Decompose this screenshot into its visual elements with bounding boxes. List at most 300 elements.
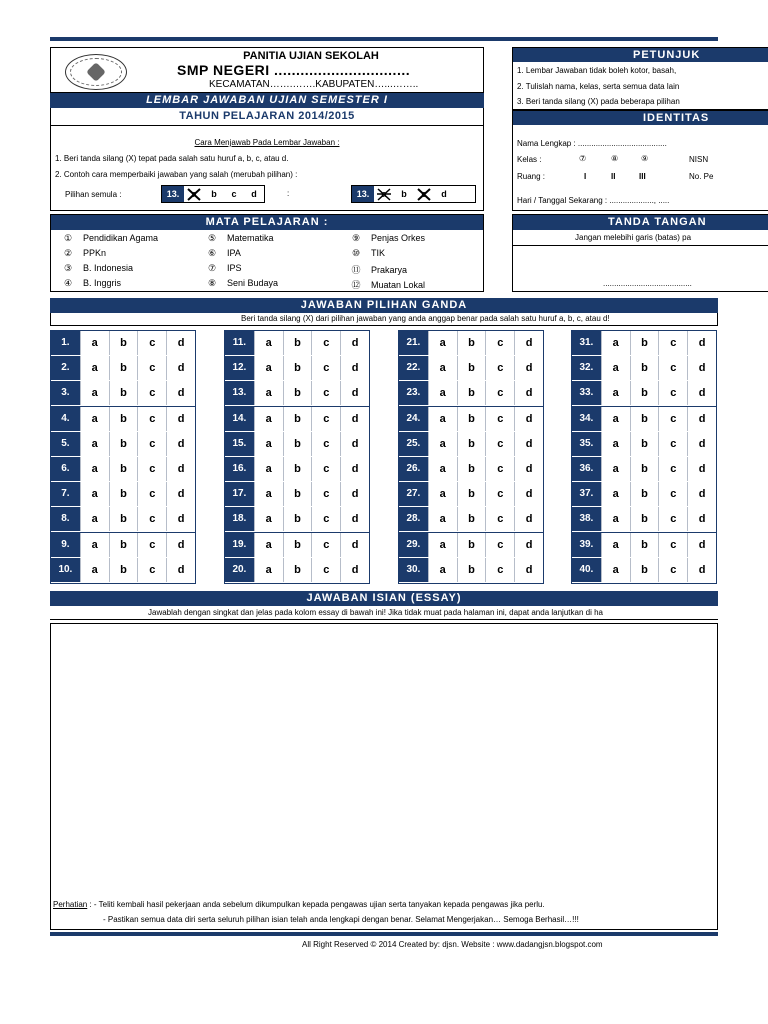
answer-option-d[interactable]: d — [166, 381, 195, 405]
answer-option-a[interactable]: a — [428, 533, 457, 557]
multiple-choice-title: JAWABAN PILIHAN GANDA — [50, 298, 718, 313]
answer-option-a[interactable]: a — [428, 407, 457, 431]
answer-option-a[interactable]: a — [601, 356, 630, 380]
answer-option-d[interactable]: d — [340, 356, 369, 380]
subject-name: Muatan Lokal — [371, 280, 426, 290]
answer-option-a[interactable]: a — [601, 432, 630, 456]
answer-option-c[interactable]: c — [311, 482, 340, 506]
answer-row — [225, 407, 369, 432]
answer-option-c[interactable]: c — [485, 381, 514, 405]
answer-row — [225, 331, 369, 356]
question-number: 17. — [225, 482, 254, 506]
subject-name: Penjas Orkes — [371, 233, 426, 243]
answer-option-a[interactable]: a — [254, 356, 283, 380]
answer-option-c[interactable]: c — [137, 407, 166, 431]
answer-option-c[interactable]: c — [658, 457, 687, 481]
answer-option-a[interactable]: a — [601, 381, 630, 405]
answer-row — [399, 482, 543, 507]
answer-option-a[interactable]: a — [254, 533, 283, 557]
answer-option-a[interactable]: a — [428, 482, 457, 506]
answer-option-b[interactable]: b — [109, 558, 138, 582]
answer-option-b[interactable]: b — [283, 482, 312, 506]
school-header-box — [50, 47, 484, 93]
signature-note: Jangan melebihi garis (batas) pa — [575, 233, 692, 242]
answer-option-d[interactable]: d — [166, 457, 195, 481]
answer-option-c[interactable]: c — [485, 407, 514, 431]
bottom-border-stripe — [50, 932, 718, 936]
answer-option-b[interactable]: b — [109, 457, 138, 481]
initial-choice-label: Pilihan semula : — [65, 190, 122, 199]
answer-option-c[interactable]: c — [658, 331, 687, 355]
identity-title: IDENTITAS — [513, 111, 768, 125]
answer-option-b[interactable]: b — [457, 457, 486, 481]
answer-option-a[interactable]: a — [254, 331, 283, 355]
committee-title: PANITIA UJIAN SEKOLAH — [243, 50, 379, 62]
answer-column — [50, 330, 196, 584]
answer-option-b[interactable]: b — [457, 381, 486, 405]
answer-option-c[interactable]: c — [658, 432, 687, 456]
answer-option-a[interactable]: a — [80, 356, 109, 380]
answer-option-c[interactable]: c — [311, 407, 340, 431]
example-option-b: b — [211, 189, 217, 199]
answer-option-b[interactable]: b — [109, 507, 138, 531]
answer-row — [572, 482, 716, 507]
room-field-label: Ruang : — [517, 172, 546, 181]
answer-option-b[interactable]: b — [109, 381, 138, 405]
answer-option-a[interactable]: a — [601, 457, 630, 481]
answer-option-a[interactable]: a — [428, 507, 457, 531]
answer-option-b[interactable]: b — [109, 356, 138, 380]
answer-row — [572, 558, 716, 583]
answer-option-c[interactable]: c — [485, 533, 514, 557]
answer-option-a[interactable]: a — [254, 457, 283, 481]
subject-item — [349, 263, 407, 276]
answer-option-a[interactable]: a — [601, 407, 630, 431]
class-option-7: ⑦ — [579, 154, 587, 163]
top-border-stripe — [50, 37, 718, 41]
answer-option-d[interactable]: d — [166, 533, 195, 557]
answer-option-a[interactable]: a — [601, 507, 630, 531]
question-number: 27. — [399, 482, 428, 506]
question-number: 1. — [51, 331, 80, 355]
answer-option-d[interactable]: d — [340, 482, 369, 506]
cancelled-cross-icon — [376, 187, 392, 202]
subject-number-icon: ④ — [63, 278, 73, 288]
answer-option-b[interactable]: b — [283, 331, 312, 355]
subject-number-icon: ⑧ — [207, 278, 217, 288]
question-number: 18. — [225, 507, 254, 531]
subject-item — [205, 278, 278, 289]
answer-option-c[interactable]: c — [137, 457, 166, 481]
answer-option-c[interactable]: c — [137, 482, 166, 506]
subject-item — [61, 233, 158, 244]
school-name: SMP NEGERI ............................... — [177, 62, 411, 78]
answer-option-c[interactable]: c — [485, 331, 514, 355]
answer-option-d[interactable]: d — [514, 407, 543, 431]
howto-title: Cara Menjawab Pada Lembar Jawaban : — [194, 138, 340, 147]
answer-option-d[interactable]: d — [514, 482, 543, 506]
multiple-choice-instruction: Beri tanda silang (X) dari pilihan jawaban yang anda anggap benar pada salah satu huruf a, b, c, atau d! — [50, 313, 718, 326]
answer-row — [399, 533, 543, 558]
year-title: TAHUN PELAJARAN 2014/2015 — [179, 110, 355, 122]
answer-option-c[interactable]: c — [658, 507, 687, 531]
answer-option-d[interactable]: d — [340, 407, 369, 431]
answer-column — [398, 330, 544, 584]
answer-option-b[interactable]: b — [630, 558, 659, 582]
answer-column — [224, 330, 370, 584]
answer-option-a[interactable]: a — [601, 331, 630, 355]
subject-name: Prakarya — [371, 265, 408, 275]
subject-item — [349, 278, 425, 291]
example-colon: : — [287, 189, 290, 198]
answer-option-b[interactable]: b — [109, 533, 138, 557]
answer-option-d[interactable]: d — [166, 482, 195, 506]
answer-row — [225, 533, 369, 558]
answer-option-c[interactable]: c — [137, 558, 166, 582]
answer-option-d[interactable]: d — [166, 507, 195, 531]
question-number: 31. — [572, 331, 601, 355]
answer-row — [51, 457, 195, 482]
answer-option-d[interactable]: d — [166, 432, 195, 456]
answer-option-c[interactable]: c — [485, 507, 514, 531]
instructions-title: PETUNJUK — [513, 48, 768, 62]
answer-row — [572, 533, 716, 558]
example-number: 13. — [162, 186, 184, 202]
answer-option-a[interactable]: a — [428, 558, 457, 582]
answer-option-b[interactable]: b — [630, 407, 659, 431]
example-number: 13. — [352, 186, 374, 202]
answer-row — [225, 432, 369, 457]
question-number: 22. — [399, 356, 428, 380]
answer-option-d[interactable]: d — [340, 331, 369, 355]
answer-option-a[interactable]: a — [80, 457, 109, 481]
answer-option-d[interactable]: d — [514, 331, 543, 355]
answer-option-b[interactable]: b — [283, 558, 312, 582]
signature-title: TANDA TANGAN — [513, 215, 768, 230]
subject-number-icon: ⑪ — [351, 265, 361, 275]
answer-row — [572, 331, 716, 356]
answer-option-d[interactable]: d — [514, 381, 543, 405]
answer-option-d[interactable]: d — [340, 507, 369, 531]
question-number: 11. — [225, 331, 254, 355]
answer-option-b[interactable]: b — [630, 432, 659, 456]
answer-row — [51, 407, 195, 432]
answer-option-a[interactable]: a — [80, 432, 109, 456]
answer-row — [51, 331, 195, 356]
answer-option-d[interactable]: d — [514, 558, 543, 582]
subject-number-icon: ⑤ — [207, 233, 217, 243]
answer-row — [399, 331, 543, 356]
answer-option-b[interactable]: b — [457, 533, 486, 557]
question-number: 19. — [225, 533, 254, 557]
answer-option-c[interactable]: c — [658, 533, 687, 557]
question-number: 30. — [399, 558, 428, 582]
answer-option-c[interactable]: c — [311, 457, 340, 481]
answer-option-b[interactable]: b — [630, 356, 659, 380]
answer-option-b[interactable]: b — [283, 457, 312, 481]
instructions-panel — [512, 47, 768, 110]
answer-option-c[interactable]: c — [137, 432, 166, 456]
essay-title: JAWABAN ISIAN (ESSAY) — [50, 591, 718, 606]
answer-option-b[interactable]: b — [283, 381, 312, 405]
answer-option-c[interactable]: c — [311, 432, 340, 456]
answer-option-a[interactable]: a — [254, 432, 283, 456]
answer-option-a[interactable]: a — [601, 482, 630, 506]
example-option-c-crossed — [414, 186, 434, 202]
answer-row — [572, 432, 716, 457]
answer-option-d[interactable]: d — [514, 533, 543, 557]
answer-option-c[interactable]: c — [658, 356, 687, 380]
answer-option-c[interactable]: c — [311, 558, 340, 582]
answer-row — [399, 558, 543, 583]
answer-option-a[interactable]: a — [428, 381, 457, 405]
answer-option-c[interactable]: c — [311, 356, 340, 380]
howto-line2: 2. Contoh cara memperbaiki jawaban yang salah (merubah pilihan) : — [55, 170, 298, 179]
subject-name: B. Inggris — [83, 278, 122, 288]
subject-number-icon: ⑨ — [351, 233, 361, 243]
answer-row — [399, 356, 543, 381]
example-option-d: d — [441, 189, 447, 199]
answer-option-d[interactable]: d — [687, 558, 716, 582]
answer-option-a[interactable]: a — [428, 432, 457, 456]
answer-option-b[interactable]: b — [283, 407, 312, 431]
answer-option-b[interactable]: b — [109, 407, 138, 431]
subject-item — [205, 263, 242, 274]
question-number: 2. — [51, 356, 80, 380]
answer-option-b[interactable]: b — [457, 356, 486, 380]
instruction-item-2: 2. Tulislah nama, kelas, serta semua data lain — [517, 82, 680, 91]
answer-option-c[interactable]: c — [311, 331, 340, 355]
answer-option-b[interactable]: b — [109, 432, 138, 456]
answer-option-b[interactable]: b — [630, 331, 659, 355]
answer-option-d[interactable]: d — [687, 381, 716, 405]
answer-option-a[interactable]: a — [428, 457, 457, 481]
subject-number-icon: ⑫ — [351, 280, 361, 290]
answer-row — [399, 432, 543, 457]
answer-option-a[interactable]: a — [254, 558, 283, 582]
question-number: 25. — [399, 432, 428, 456]
notes-box — [50, 898, 718, 930]
subjects-panel — [50, 214, 484, 292]
answer-option-b[interactable]: b — [630, 482, 659, 506]
question-number: 29. — [399, 533, 428, 557]
answer-option-a[interactable]: a — [254, 507, 283, 531]
answer-option-d[interactable]: d — [687, 533, 716, 557]
answer-row — [225, 381, 369, 406]
question-number: 21. — [399, 331, 428, 355]
nisn-label: NISN — [689, 155, 709, 164]
answer-option-d[interactable]: d — [514, 457, 543, 481]
answer-option-c[interactable]: c — [485, 558, 514, 582]
subject-number-icon: ① — [63, 233, 73, 243]
question-number: 7. — [51, 482, 80, 506]
answer-option-c[interactable]: c — [658, 407, 687, 431]
question-number: 14. — [225, 407, 254, 431]
answer-option-b[interactable]: b — [630, 457, 659, 481]
answer-option-a[interactable]: a — [601, 558, 630, 582]
class-option-8: ⑧ — [611, 154, 619, 163]
answer-row — [572, 407, 716, 432]
answer-option-d[interactable]: d — [166, 356, 195, 380]
question-number: 35. — [572, 432, 601, 456]
answer-option-c[interactable]: c — [658, 482, 687, 506]
answer-option-b[interactable]: b — [283, 432, 312, 456]
answer-option-c[interactable]: c — [137, 381, 166, 405]
answer-option-a[interactable]: a — [254, 381, 283, 405]
answer-option-a[interactable]: a — [428, 356, 457, 380]
signature-panel — [512, 214, 768, 292]
answer-option-a[interactable]: a — [80, 331, 109, 355]
question-number: 24. — [399, 407, 428, 431]
answer-option-c[interactable]: c — [311, 507, 340, 531]
answer-row — [572, 381, 716, 406]
answer-option-c[interactable]: c — [485, 457, 514, 481]
example-option-d: d — [251, 189, 257, 199]
identity-panel — [512, 110, 768, 211]
answer-option-a[interactable]: a — [254, 482, 283, 506]
answer-option-b[interactable]: b — [457, 507, 486, 531]
answer-row — [225, 507, 369, 532]
answer-option-b[interactable]: b — [630, 507, 659, 531]
subject-name: Matematika — [227, 233, 274, 243]
answer-column — [571, 330, 717, 584]
notes-line-2: - Pastikan semua data diri serta seluruh pilihan isian telah anda lengkapi dengan benar. Selamat Mengerjakan… Semoga Berhasil…!!! — [103, 915, 579, 924]
answer-option-a[interactable]: a — [601, 533, 630, 557]
answer-option-c[interactable]: c — [137, 331, 166, 355]
question-number: 34. — [572, 407, 601, 431]
answer-row — [51, 533, 195, 558]
answer-row — [399, 507, 543, 532]
question-number: 8. — [51, 507, 80, 531]
subject-item — [61, 263, 133, 274]
answer-row — [572, 356, 716, 381]
howto-box — [50, 126, 484, 211]
question-number: 5. — [51, 432, 80, 456]
question-number: 9. — [51, 533, 80, 557]
answer-option-c[interactable]: c — [137, 356, 166, 380]
subject-name: IPS — [227, 263, 242, 273]
answer-option-b[interactable]: b — [457, 482, 486, 506]
question-number: 37. — [572, 482, 601, 506]
room-option-1: I — [584, 172, 587, 181]
answer-row — [225, 356, 369, 381]
question-number: 26. — [399, 457, 428, 481]
answer-option-d[interactable]: d — [340, 558, 369, 582]
answer-option-a[interactable]: a — [80, 558, 109, 582]
notes-text-1: : - Teliti kembali hasil pekerjaan anda sebelum dikumpulkan kepada pengawas ujian serta tanyakan kepada pengawas jika perlu. — [87, 900, 545, 909]
answer-row — [51, 558, 195, 583]
answer-option-d[interactable]: d — [687, 457, 716, 481]
answer-option-b[interactable]: b — [283, 533, 312, 557]
answer-row — [399, 407, 543, 432]
room-option-2: II — [611, 172, 616, 181]
answer-option-c[interactable]: c — [137, 507, 166, 531]
answer-row — [51, 482, 195, 507]
subject-name: PPKn — [83, 248, 107, 258]
answer-option-a[interactable]: a — [80, 507, 109, 531]
answer-option-b[interactable]: b — [109, 482, 138, 506]
answer-option-d[interactable]: d — [340, 457, 369, 481]
answer-option-d[interactable]: d — [514, 432, 543, 456]
answer-option-c[interactable]: c — [137, 533, 166, 557]
answer-option-d[interactable]: d — [687, 331, 716, 355]
answer-option-d[interactable]: d — [340, 432, 369, 456]
instruction-item-1: 1. Lembar Jawaban tidak boleh kotor, basah, — [517, 66, 677, 75]
answer-option-b[interactable]: b — [457, 331, 486, 355]
subject-name: Seni Budaya — [227, 278, 279, 288]
sheet-title-bar: LEMBAR JAWABAN UJIAN SEMESTER I — [50, 93, 484, 108]
school-location: KECAMATAN…….…….KABUPATEN…...…….. — [209, 79, 419, 90]
answer-option-d[interactable]: d — [514, 356, 543, 380]
answer-option-b[interactable]: b — [457, 558, 486, 582]
example-option-a-crossed — [184, 186, 204, 202]
answer-option-d[interactable]: d — [687, 482, 716, 506]
answer-row — [572, 457, 716, 482]
subject-name: B. Indonesia — [83, 263, 134, 273]
answer-option-d[interactable]: d — [687, 407, 716, 431]
subject-name: TIK — [371, 248, 386, 258]
question-number: 6. — [51, 457, 80, 481]
answer-option-a[interactable]: a — [254, 407, 283, 431]
answer-option-a[interactable]: a — [80, 407, 109, 431]
name-field-label: Nama Lengkap : ........................................ — [517, 139, 667, 148]
answer-option-c[interactable]: c — [485, 432, 514, 456]
answer-option-c[interactable]: c — [485, 482, 514, 506]
answer-option-c[interactable]: c — [658, 558, 687, 582]
answer-option-a[interactable]: a — [80, 482, 109, 506]
essay-instruction: Jawablah dengan singkat dan jelas pada kolom essay di bawah ini! Jika tidak muat pada halaman ini, dapat anda lanjutkan di ha — [50, 606, 718, 620]
essay-answer-area[interactable] — [50, 623, 718, 898]
answer-option-c[interactable]: c — [485, 356, 514, 380]
answer-option-a[interactable]: a — [80, 381, 109, 405]
subject-number-icon: ② — [63, 248, 73, 258]
answer-option-a[interactable]: a — [428, 331, 457, 355]
subject-name: Pendidikan Agama — [83, 233, 159, 243]
question-number: 15. — [225, 432, 254, 456]
answer-option-b[interactable]: b — [457, 432, 486, 456]
answer-option-d[interactable]: d — [340, 381, 369, 405]
example-initial-answer — [161, 185, 265, 203]
answer-option-d[interactable]: d — [166, 407, 195, 431]
notes-label: Perhatian — [53, 900, 88, 909]
answer-option-b[interactable]: b — [630, 533, 659, 557]
answer-option-b[interactable]: b — [109, 331, 138, 355]
answer-option-d[interactable]: d — [687, 432, 716, 456]
answer-row — [51, 356, 195, 381]
answer-option-b[interactable]: b — [283, 356, 312, 380]
answer-option-d[interactable]: d — [166, 558, 195, 582]
answer-option-c[interactable]: c — [658, 381, 687, 405]
subject-item — [61, 248, 106, 259]
question-number: 3. — [51, 381, 80, 405]
answer-option-d[interactable]: d — [514, 507, 543, 531]
answer-option-b[interactable]: b — [630, 381, 659, 405]
answer-option-d[interactable]: d — [687, 507, 716, 531]
answer-option-c[interactable]: c — [311, 533, 340, 557]
answer-option-b[interactable]: b — [283, 507, 312, 531]
answer-option-c[interactable]: c — [311, 381, 340, 405]
answer-option-b[interactable]: b — [457, 407, 486, 431]
answer-row — [572, 507, 716, 532]
answer-option-d[interactable]: d — [340, 533, 369, 557]
answer-option-d[interactable]: d — [687, 356, 716, 380]
subject-name: IPA — [227, 248, 241, 258]
question-number: 20. — [225, 558, 254, 582]
question-number: 36. — [572, 457, 601, 481]
answer-option-a[interactable]: a — [80, 533, 109, 557]
example-option-a-cancelled — [374, 186, 394, 202]
answer-option-d[interactable]: d — [166, 331, 195, 355]
